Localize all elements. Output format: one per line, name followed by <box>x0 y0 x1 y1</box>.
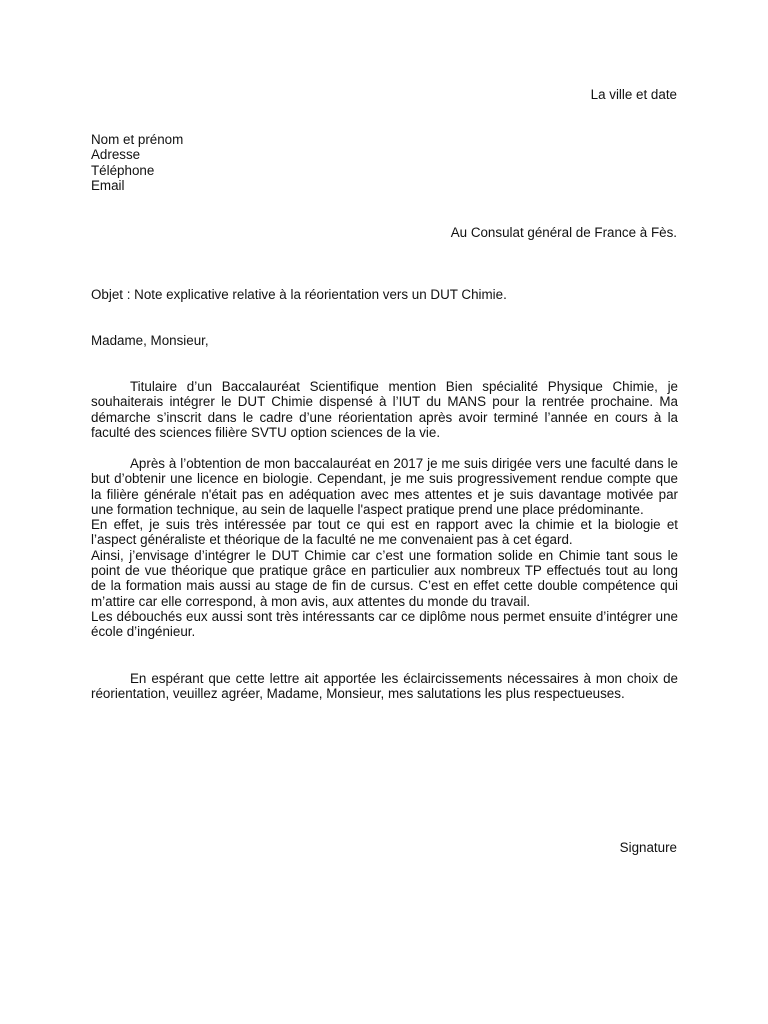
sender-address: Adresse <box>91 147 141 163</box>
salutation: Madame, Monsieur, <box>91 333 209 348</box>
place-date: La ville et date <box>590 87 677 102</box>
paragraph-intro-block <box>91 379 678 440</box>
sender-phone: Téléphone <box>91 162 155 178</box>
paragraph-closing: En espérant que cette lettre ait apportée les éclaircissements nécessaires à mon choix de réorientation, veuillez agréer, Madame, Monsieur, mes salutations les plus respectueuses. <box>91 671 678 702</box>
recipient: Au Consulat général de France à Fès. <box>450 225 677 240</box>
paragraph-closing-block <box>91 671 678 702</box>
sender-name: Nom et prénom <box>91 132 184 147</box>
paragraph-interest: En effet, je suis très intéressée par tout ce qui est en rapport avec la chimie et la biologie et l’aspect généraliste et théorique de la faculté ne me convenaient pas à cet égard. <box>91 517 678 548</box>
sender-block <box>91 132 183 193</box>
paragraph-background: Après à l’obtention de mon baccalauréat en 2017 je me suis dirigée vers une faculté dans le but d’obtenir une licence en biologie. Cependant, je me suis progressivement rendue compte que la filière générale n'était pas en adéquation avec mes attentes et je suis davantage motivée par une formation technique, au sein de laquelle l'aspect pratique prend une place prédominante. <box>91 456 678 517</box>
paragraph-main-block <box>91 456 678 640</box>
paragraph-outlets: Les débouchés eux aussi sont très intéressants car ce diplôme nous permet ensuite d’intégrer une école d’ingénieur. <box>91 608 678 640</box>
sender-email: Email <box>91 177 125 193</box>
subject-line: Objet : Note explicative relative à la réorientation vers un DUT Chimie. <box>91 287 507 302</box>
paragraph-intro: Titulaire d’un Baccalauréat Scientifique mention Bien spécialité Physique Chimie, je souhaiterais intégrer le DUT Chimie dispensé à l’IUT du MANS pour la rentrée prochaine. Ma démarche s’inscrit dans le cadre d’une réorientation après avoir terminé l’année en cours à la faculté des sciences filière SVTU option sciences de la vie. <box>91 379 678 440</box>
signature: Signature <box>619 840 677 855</box>
paragraph-motivation: Ainsi, j’envisage d’intégrer le DUT Chimie car c’est une formation solide en Chimie tant sous le point de vue théorique que pratique grâce en particulier aux nombreux TP effectués tout au long de la formation mais aussi au stage de fin de cursus. C’est en effet cette double compétence qui m’attire car elle correspond, à mon avis, aux attentes du monde du travail. <box>91 547 678 609</box>
